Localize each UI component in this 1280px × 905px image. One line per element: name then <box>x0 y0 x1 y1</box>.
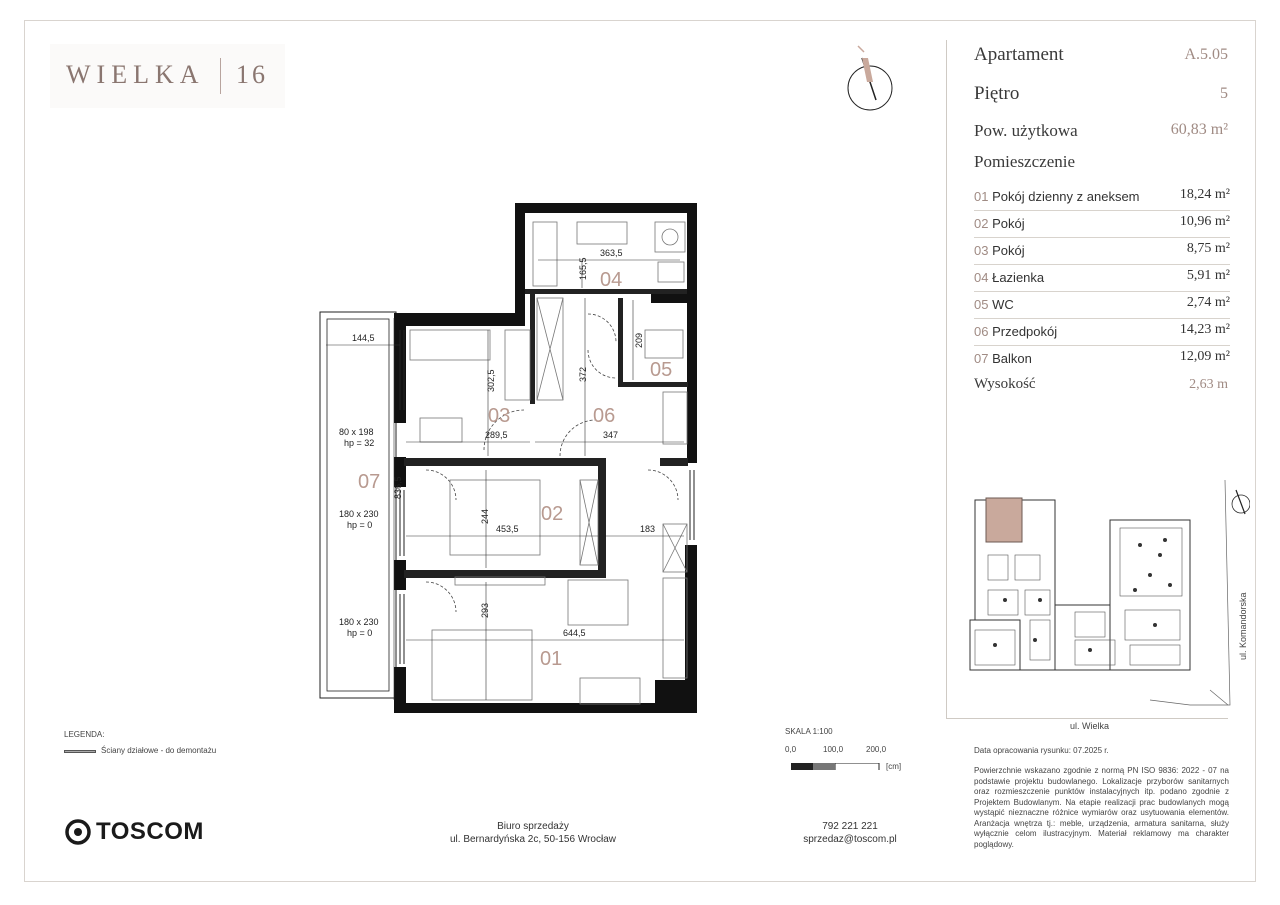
brand-number: 16 <box>236 60 268 89</box>
dim-text: 144,5 <box>352 333 375 343</box>
scale-tick: 100,0 <box>823 745 844 754</box>
dim-text: 453,5 <box>496 524 519 534</box>
legend-wall-swatch <box>64 750 96 753</box>
compass-icon <box>840 42 900 114</box>
room-row: 01 Pokój dzienny z aneksem 18,24 m² <box>974 184 1230 211</box>
dim-text: hp = 0 <box>347 520 373 530</box>
brand-name: WIELKA <box>66 60 205 89</box>
dim-text: 289,5 <box>485 430 508 440</box>
dim-text: hp = 0 <box>347 628 373 638</box>
floor-plan <box>300 195 720 720</box>
room-row: 04 Łazienka 5,91 m² <box>974 265 1230 292</box>
dim-text: 209 <box>634 332 644 348</box>
email-link[interactable]: sprzedaz@toscom.pl <box>803 834 897 845</box>
map-compass-icon <box>1232 490 1250 514</box>
balcony <box>320 312 396 698</box>
area-value: 60,83 m² <box>1170 121 1228 138</box>
dim-text: 836,5 <box>393 476 403 499</box>
dim-text: 372 <box>578 366 588 382</box>
office-address: ul. Bernardyńska 2c, 50-156 Wrocław <box>449 834 616 845</box>
floor-label: Piętro <box>974 83 1020 104</box>
room-label-04: 04 <box>600 269 623 291</box>
scale-tick: 0,0 <box>785 745 797 754</box>
room-row: 05 WC 2,74 m² <box>974 292 1230 319</box>
office-title: Biuro sprzedaży <box>497 821 569 832</box>
dim-text: 165,5 <box>578 257 588 280</box>
room-label-06: 06 <box>593 405 616 427</box>
room-row: 07 Balkon 12,09 m² <box>974 349 1230 366</box>
rooms-title: Pomieszczenie <box>974 152 1076 171</box>
room-label-07: 07 <box>358 471 381 493</box>
info-divider <box>946 40 947 718</box>
dim-text: 347 <box>603 430 619 440</box>
dim-text: 363,5 <box>600 248 623 258</box>
area-label: Pow. użytkowa <box>974 121 1078 140</box>
apartment-highlight <box>986 498 1022 542</box>
site-map <box>960 475 1250 720</box>
height-value: 2,63 m <box>1189 377 1228 392</box>
dim-text: 293 <box>480 602 490 618</box>
legend-item: Ściany działowe - do demontażu <box>101 746 217 755</box>
toscom-logo-icon <box>64 818 92 846</box>
room-row: 06 Przedpokój 14,23 m² <box>974 319 1230 346</box>
scale-unit: [cm] <box>886 762 902 771</box>
phone-number[interactable]: 792 221 221 <box>822 821 878 832</box>
brand-separator <box>220 58 221 94</box>
dim-text: 302,5 <box>486 369 496 392</box>
room-label-05: 05 <box>650 359 673 381</box>
dim-text: 80 x 198 <box>339 427 374 437</box>
company-name: TOSCOM <box>96 818 204 845</box>
height-label: Wysokość <box>974 376 1036 392</box>
floor-value: 5 <box>1220 85 1228 102</box>
legend-title: LEGENDA: <box>64 730 105 739</box>
dim-text: 183 <box>640 524 656 534</box>
dim-text: 180 x 230 <box>339 617 379 627</box>
room-label-02: 02 <box>541 503 564 525</box>
apartment-label: Apartament <box>974 44 1064 65</box>
dim-text: 180 x 230 <box>339 509 379 519</box>
scale-bar <box>791 763 881 770</box>
dim-text: 644,5 <box>563 628 586 638</box>
apartment-value: A.5.05 <box>1184 46 1228 63</box>
disclaimer-notes: Powierzchnie wskazano zgodnie z normą PN ISO 9836: 2022 - 07 na podstawie projektu budowlanego. Lokalizacje przyborów sanitarnych oraz rozmieszczenie punktów instalacyjnych itp. podano zgodnie z Projektem Budowlanym. Na etapie realizacji prac budowlanych mogą wystąpić nieznaczne różnice wymiarów oraz usytuowania elementów. Aranżacja wnętrza tj.: meble, urządzenia, armatura sanitarna, służy wyłącznie celom ilustracyjnym. Materiał reklamowy ma charakter poglądowy. <box>974 766 1229 849</box>
drawing-date: Data opracowania rysunku: 07.2025 r. <box>974 746 1109 755</box>
room-label-01: 01 <box>540 648 563 670</box>
room-row: 03 Pokój 8,75 m² <box>974 238 1230 265</box>
scale-tick: 200,0 <box>866 745 887 754</box>
dim-text: hp = 32 <box>344 438 375 448</box>
dim-text: 244 <box>480 508 490 524</box>
street-label-bottom: ul. Wielka <box>1070 721 1110 731</box>
scale-title: SKALA 1:100 <box>785 727 833 736</box>
room-row: 02 Pokój 10,96 m² <box>974 211 1230 238</box>
street-label-side: ul. Komandorska <box>1238 592 1248 660</box>
room-label-03: 03 <box>488 405 511 427</box>
